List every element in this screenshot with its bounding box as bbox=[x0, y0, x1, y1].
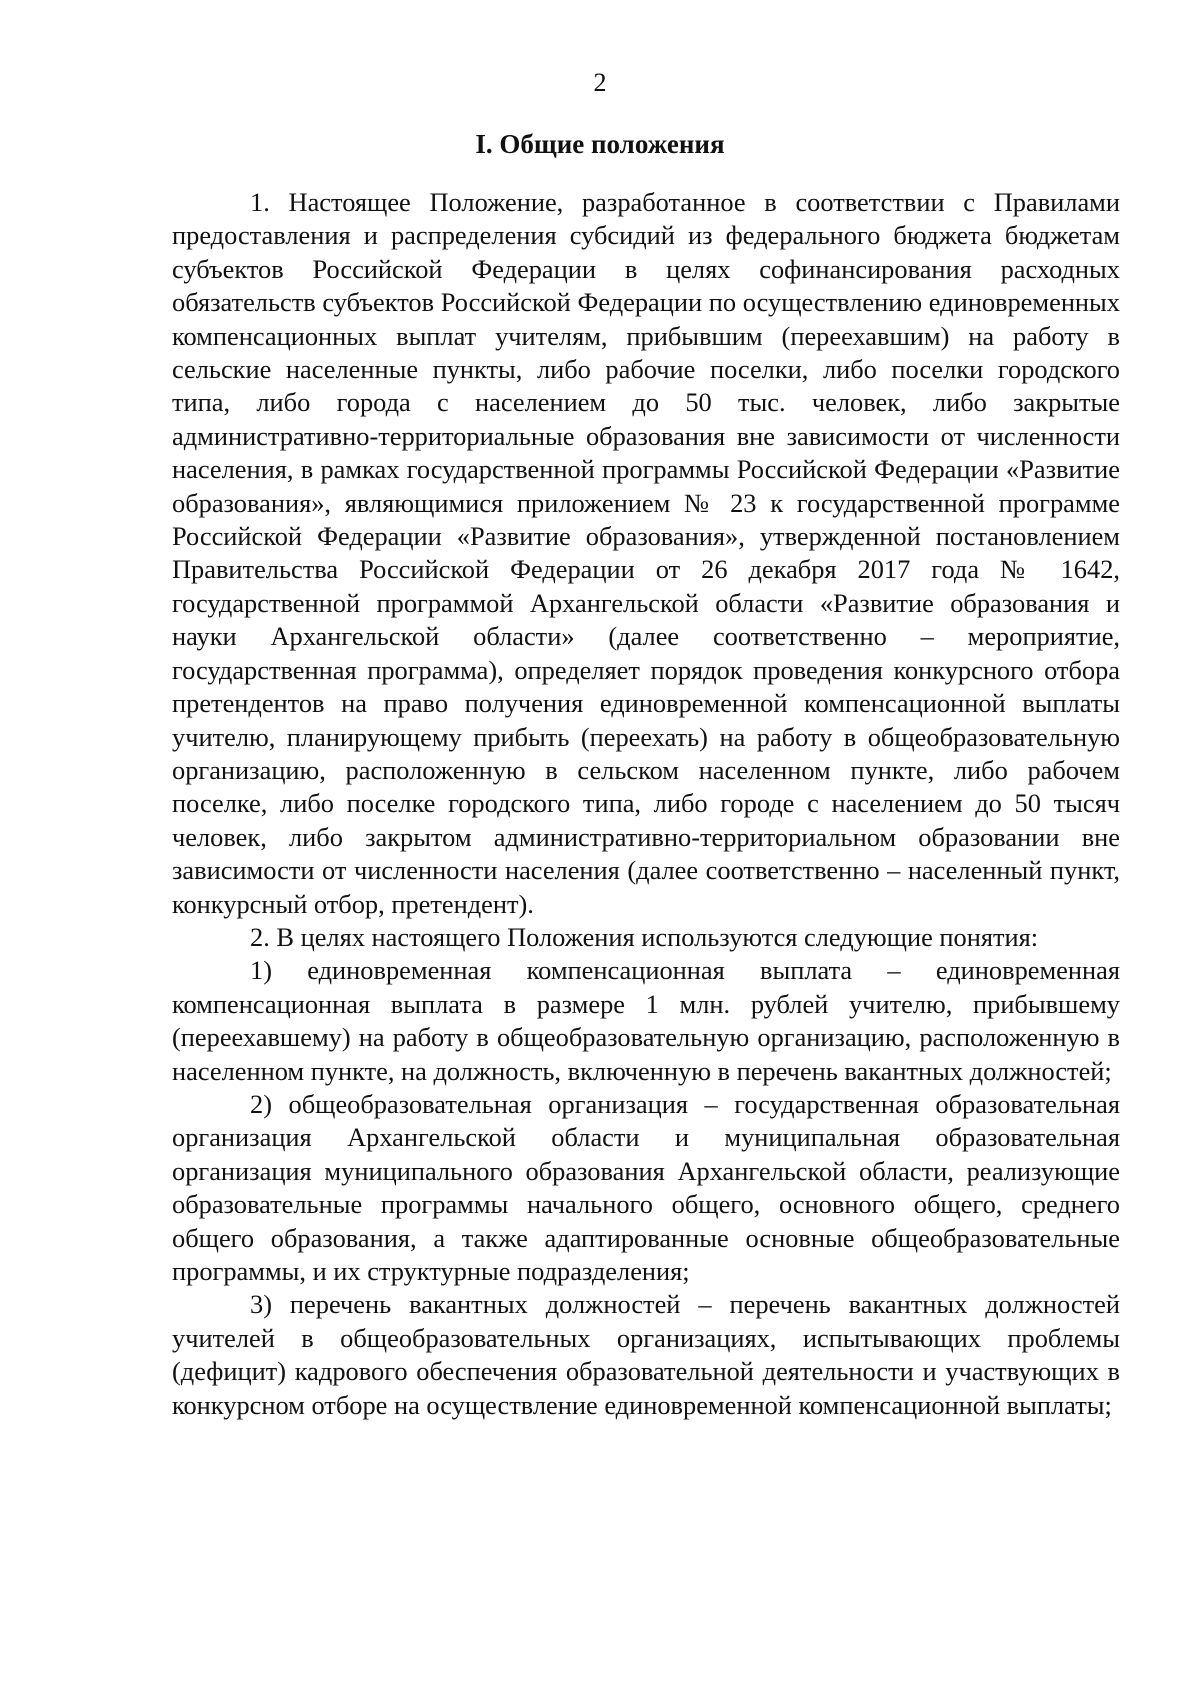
definition-1: 1) единовременная компенсационная выплата – единовременная компенсационная выплата в размере 1 млн. рублей учителю, прибывшему (переехавшему) на работу в общеобразовательную организацию, расположенную в населенном пункте, на должность, включенную в перечень вакантных должностей; bbox=[172, 955, 1120, 1086]
section-heading: I. Общие положения bbox=[475, 129, 725, 159]
definition-3: 3) перечень вакантных должностей – перечень вакантных должностей учителей в общеобразовательных организациях, испытывающих проблемы (дефицит) кадрового обеспечения образовательной деятельности и участвующих в конкурсном отборе на осуществление единовременной компенсационной выплаты; bbox=[172, 1289, 1120, 1420]
document-body bbox=[172, 186, 1120, 1422]
paragraph-2: 2. В целях настоящего Положения используются следующие понятия: bbox=[250, 921, 1039, 952]
definition-2: 2) общеобразовательная организация – государственная образовательная организация Архангельской области и муниципальная образовательная организация муниципального образования Архангельской области, реализующие образовательные программы начального общего, основного общего, среднего общего образования, а также адаптированные основные общеобразовательные программы, и их структурные подразделения; bbox=[172, 1088, 1120, 1286]
paragraph-1: 1. Настоящее Положение, разработанное в соответствии с Правилами предоставления и распределения субсидий из федерального бюджета бюджетам субъектов Российской Федерации в целях софинансирования расходных обязательств субъектов Российской Федерации по осуществлению единовременных компенсационных выплат учителям, прибывшим (переехавшим) на работу в сельские населенные пункты, либо рабочие поселки, либо поселки городского типа, либо города с населением до 50 тыс. человек, либо закрытые административно-территориальные образования вне зависимости от численности населения, в рамках государственной программы Российской Федерации «Развитие образования», являющимися приложением № 23 к государственной программе Российской Федерации «Развитие образования», утвержденной постановлением Правительства Российской Федерации от 26 декабря 2017 года № 1642, государственной программой Архангельской области «Развитие образования и науки Архангельской области» (далее соответственно – мероприятие, государственная программа), определяет порядок проведения конкурсного отбора претендентов на право получения единовременной компенсационной выплаты учителю, планирующему прибыть (переехать) на работу в общеобразовательную организацию, расположенную в сельском населенном пункте, либо рабочем поселке, либо поселке городского типа, либо городе с населением до 50 тысяч человек, либо закрытом административно-территориальном образовании вне зависимости от численности населения (далее соответственно – населенный пункт, конкурсный отбор, претендент). bbox=[172, 187, 1120, 919]
page-number: 2 bbox=[593, 68, 607, 97]
